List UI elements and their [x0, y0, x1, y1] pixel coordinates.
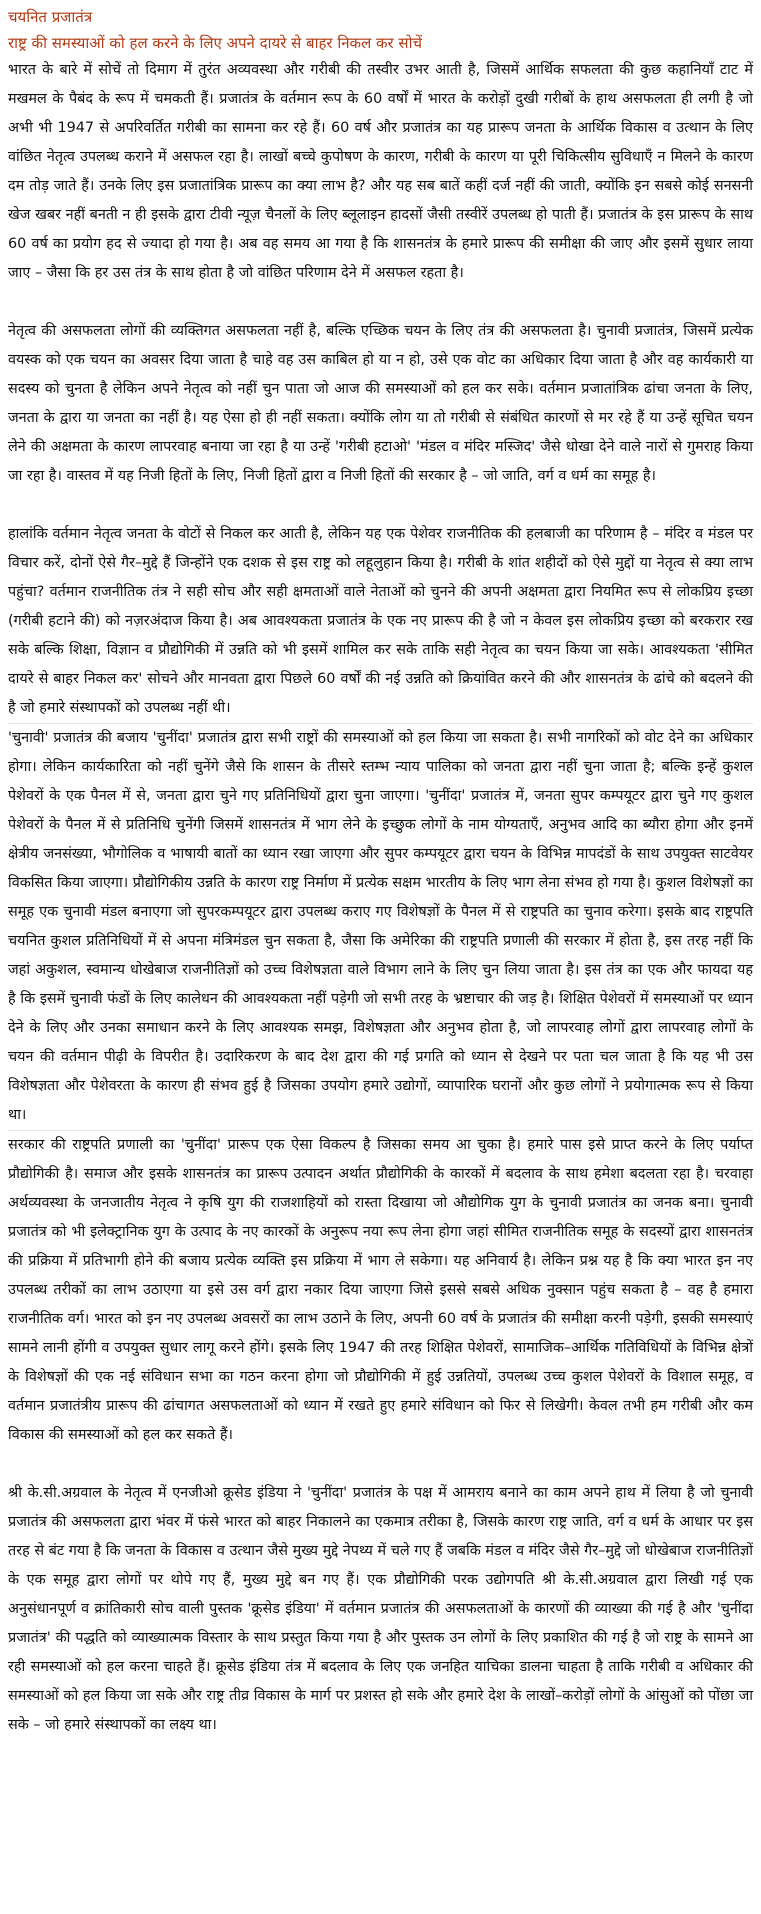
article-paragraph: 'चुनावी' प्रजातंत्र की बजाय 'चुनींदा' प्रजातंत्र द्वारा सभी राष्ट्रों की समस्याओं को हल किया जा सकता है। सभी नागरिकों को वोट देने का अधिकार होगा। लेकिन कार्यकारिता को नहीं चुनेंगे जैसे कि शासन के तीसरे स्तम्भ न्याय पालिका को जनता द्वारा नहीं चुना जाता है; बल्कि इन्हें कुशल पेशेवरों के एक पैनल में से, जनता द्वारा चुने गए प्रतिनिधियों द्वारा चुना जाएगा। 'चुनींदा' प्रजातंत्र में, जनता सुपर कम्पयूटर द्वारा चुने गए कुशल पेशेवरों के पैनल में से प्रतिनिधि चुनेंगी जिसमें शासनतंत्र में भाग लेने के इच्छुक लोगों के नाम योग्यताएँ, अनुभव आदि का ब्यौरा होगा और इनमें क्षेत्रीय जनसंख्या, भौगोलिक व भाषायी बातों का ध्यान रखा जाएगा और सुपर कम्पयूटर द्वारा चयन के विभिन्न मापदंडों के साथ उपयुक्त साटवेयर विकसित किया जाएगा। प्रौद्योगिकीय उन्नति के कारण राष्ट्र निर्माण में प्रत्येक सक्षम भारतीय के लिए भाग लेना संभव हो गया है। कुशल विशेषज्ञों का समूह एक चुनावी मंडल बनाएगा जो सुपरकम्पयूटर द्वारा उपलब्ध कराए गए विशेषज्ञों के पैनल में से राष्ट्रपति का चुनाव करेगा। इसके बाद राष्ट्रपति चयनित कुशल प्रतिनिधियों में से अपना मंत्रिमंडल चुन सकता है, जैसा कि अमेरिका की राष्ट्रपति प्रणाली की सरकार में होता है, इस तरह नहीं कि जहां अकुशल, स्वमान्य धोखेबाज राजनीतिज्ञों को उच्च विशेषज्ञता वाले विभाग लाने के लिए चुन लिया जाता है। इस तंत्र का एक और फायदा यह है कि इसमें चुनावी फंडों के लिए कालेधन की आवश्यकता नहीं पड़ेगी जो सभी तरह के भ्रष्टाचार की जड़ है। शिक्षित पेशेवरों में समस्याओं पर ध्यान देने के लिए और उनका समाधान करने के लिए आवश्यक समझ, विशेषज्ञता और अनुभव होता है, जो लापरवाह लोगों द्वारा लापरवाह लोगों के चयन की वर्तमान पीढ़ी के विपरीत है। उदारिकरण के बाद देश द्वारा की गई प्रगति को ध्यान से देखने पर पता चल जाता है कि यह भी उस विशेषज्ञता और पेशेवरता के कारण ही संभव हुई है जिसका उपयोग हमारे उद्योगों, व्यापारिक घरानों और कुछ लोगों ने प्रयोगात्मक रूप से किया था। — [8, 723, 753, 1130]
article-paragraph: श्री के.सी.अग्रवाल के नेतृत्व में एनजीओ क्रूसेड इंडिया ने 'चुनींदा' प्रजातंत्र के पक्ष में आमराय बनाने का काम अपने हाथ में लिया है जो चुनावी प्रजातंत्र की असफलता द्वारा भंवर में फंसे भारत को बाहर निकालने का एकमात्र तरीका है, जिसके कारण राष्ट्र जाति, वर्ग व धर्म के आधार पर इस तरह से बंट गया है कि जनता के विकास व उत्थान जैसे मुख्य मुद्दे नेपथ्य में चले गए हैं जबकि मंडल व मंदिर जैसे गैर–मुद्दे जो धोखेबाज राजनीतिज्ञों के एक समूह द्वारा लोगों पर थोपे गए हैं, मुख्य मुद्दे बन गए हैं। एक प्रौद्योगिकी परक उद्योगपति श्री के.सी.अग्रवाल द्वारा लिखी गई एक अनुसंधानपूर्ण व क्रांतिकारी सोच वाली पुस्तक 'क्रूसेड इंडिया' में वर्तमान प्रजातंत्र की असफलताओं के कारणों की व्याख्या की गई है और 'चुनींदा प्रजातंत्र' की पद्धति को व्याख्यात्मक विस्तार के साथ प्रस्तुत किया गया है और पुस्तक उन लोगों के लिए प्रकाशित की गई है जो राष्ट्र के सामने आ रही समस्याओं को हल करना चाहते हैं। क्रूसेड इंडिया तंत्र में बदलाव के लिए एक जनहित याचिका डालना चाहता है ताकि गरीबी व अधिकार की समस्याओं को हल किया जा सके और राष्ट्र तीव्र विकास के मार्ग पर प्रशस्त हो सके और हमारे देश के लाखों–करोड़ों लोगों के आंसुओं को पोंछा जा सके – जो हमारे संस्थापकों का लक्ष्य था। — [8, 1485, 753, 1733]
section-label: चयनित प्रजातंत्र — [8, 8, 93, 26]
article-paragraph: हालांकि वर्तमान नेतृत्व जनता के वोटों से निकल कर आती है, लेकिन यह एक पेशेवर राजनीतिक की हलबाजी का परिणाम है – मंदिर व मंडल पर विचार करें, दोनों ऐसे गैर–मुद्दे हैं जिन्होंने एक दशक से इस राष्ट्र को लहूलुहान किया है। गरीबी के शांत शहीदों को ऐसे मुद्दों या नेतृत्व से क्या लाभ पहुंचा? वर्तमान राजनीतिक तंत्र ने सही सोच और सही क्षमताओं वाले नेताओं को चुनने की अपनी अक्षमता द्वारा नियमित रूप से लोकप्रिय इच्छा (गरीबी हटाने की) को नज़रअंदाज किया है। अब आवश्यकता प्रजातंत्र के एक नए प्रारूप की है जो न केवल इस लोकप्रिय इच्छा को बरकरार रख सके बल्कि शिक्षा, विज्ञान व प्रौद्योगिकी में उन्नति को भी इसमें शामिल कर सके ताकि सही नेतृत्व का चयन किया जा सके। आवश्यकता 'सीमित दायरे से बाहर निकल कर' सोचने और मानवता द्वारा पिछले 60 वर्षों की नई उन्नति को क्रियांवित करने की और शासनतंत्र के ढांचे को बदलने की है जो हमारे संस्थापकों को उपलब्ध नहीं थी। — [8, 526, 753, 716]
article-headline: राष्ट्र की समस्याओं को हल करने के लिए अपने दायरे से बाहर निकल कर सोचें — [8, 34, 422, 52]
article-paragraph: सरकार की राष्ट्रपति प्रणाली का 'चुनींदा' प्रारूप एक ऐसा विकल्प है जिसका समय आ चुका है। हमारे पास इसे प्राप्त करने के लिए पर्याप्त प्रौद्योगिकी है। समाज और इसके शासनतंत्र का प्रारूप उत्पादन अर्थात प्रौद्योगिकी के कारकों में बदलाव के साथ हमेशा बदलता रहा है। चरवाहा अर्थव्यवस्था के जनजातीय नेतृत्व ने कृषि युग की राजशाहियों को रास्ता दिखाया जो औद्योगिक युग के चुनावी प्रजातंत्र का जनक बना। चुनावी प्रजातंत्र को भी इलेक्ट्रानिक युग के उत्पाद के नए कारकों के अनुरूप नया रूप लेना होगा जहां सीमित राजनीतिक समूह के सदस्यों द्वारा शासनतंत्र की प्रक्रिया में प्रतिभागी होने की बजाय प्रत्येक व्यक्ति इस प्रक्रिया में भाग ले सकेगा। यह अनिवार्य है। लेकिन प्रश्न यह है कि क्या भारत इन नए उपलब्ध तरीकों का लाभ उठाएगा या इसे उस वर्ग द्वारा नकार दिया जाएगा जिसे इससे सबसे अधिक नुक्सान पहुंच सकता है – वह है हमारा राजनीतिक वर्ग। भारत को इन नए उपलब्ध अवसरों का लाभ उठाने के लिए, अपनी 60 वर्ष के प्रजातंत्र की समीक्षा करनी पड़ेगी, इसकी समस्याएं सामने लानी होंगी व उपयुक्त सुधार लागू करने होंगे। इसके लिए 1947 की तरह शिक्षित पेशेवरों, सामाजिक–आर्थिक गतिविधियों के विभिन्न क्षेत्रों के विशेषज्ञों की एक नई संविधान सभा का गठन करना होगा जो प्रौद्योगिकी में हुई उन्नतियों, उपलब्ध उच्च कुशल पेशेवरों के विशाल समूह, व वर्तमान प्रजातंत्रीय प्रारूप की ढांचागत असफलताओं को ध्यान में रखते हुए हमारे संविधान को फिर से लिखेगी। केवल तभी हम गरीबी और कम विकास की समस्याओं को हल कर सकते हैं। — [8, 1130, 753, 1450]
article-paragraph: भारत के बारे में सोचें तो दिमाग में तुरंत अव्यवस्था और गरीबी की तस्वीर उभर आती है, जिसमें आर्थिक सफलता की कुछ कहानियाँ टाट में मखमल के पैबंद के रूप में चमकती हैं। प्रजातंत्र के वर्तमान रूप के 60 वर्षों में भारत के करोड़ों दुखी गरीबों के हाथ असफलता ही लगी है जो अभी भी 1947 से अपरिवर्तित गरीबी का सामना कर रहे हैं। 60 वर्ष और प्रजातंत्र का यह प्रारूप जनता के आर्थिक विकास व उत्थान के लिए वांछित नेतृत्व उपलब्ध कराने में असफल रहा है। लाखों बच्चे कुपोषण के कारण, गरीबी के कारण या पूरी चिकित्सीय सुविधाएँ न मिलने के कारण दम तोड़ जाते हैं। उनके लिए इस प्रजातांत्रिक प्रारूप का क्या लाभ है? और यह सब बातें कहीं दर्ज नहीं की जाती, क्योंकि इन सबसे कोई सनसनी खेज खबर नहीं बनती न ही इसके द्वारा टीवी न्यूज़ चैनलों के लिए ब्लूलाइन हादसों जैसी तस्वीरें उपलब्ध हो पाती हैं। प्रजातंत्र के इस प्रारूप के साथ 60 वर्ष का प्रयोग हद से ज्यादा हो गया है। अब वह समय आ गया है कि शासनतंत्र के हमारे प्रारूप की समीक्षा की जाए और इसमें सुधार लाया जाए – जैसा कि हर उस तंत्र के साथ होता है जो वांछित परिणाम देने में असफल रहता है। — [8, 62, 753, 281]
article-paragraph: नेतृत्व की असफलता लोगों की व्यक्तिगत असफलता नहीं है, बल्कि एच्छिक चयन के लिए तंत्र की असफलता है। चुनावी प्रजातंत्र, जिसमें प्रत्येक वयस्क को एक चयन का अवसर दिया जाता है चाहे वह उस काबिल हो या न हो, उसे एक वोट का अधिकार दिया जाता है और वह कार्यकारी या सदस्य को चुनता है लेकिन अपने नेतृत्व को नहीं चुन पाता जो आज की समस्याओं को हल कर सके। वर्तमान प्रजातांत्रिक ढांचा जनता के लिए, जनता के द्वारा या जनता का नहीं है। यह ऐसा हो ही नहीं सकता। क्योंकि लोग या तो गरीबी से संबंधित कारणों से मर रहे हैं या उन्हें सूचित चयन लेने की अक्षमता के कारण लापरवाह बनाया जा रहा है या उन्हें 'गरीबी हटाओ' 'मंडल व मंदिर मस्जिद' जैसे धोखा देने वाले नारों से गुमराह किया जा रहा है। वास्तव में यह निजी हितों के लिए, निजी हितों द्वारा व निजी हितों की सरकार है – जो जाति, वर्ग व धर्म का समूह है। — [8, 323, 753, 484]
